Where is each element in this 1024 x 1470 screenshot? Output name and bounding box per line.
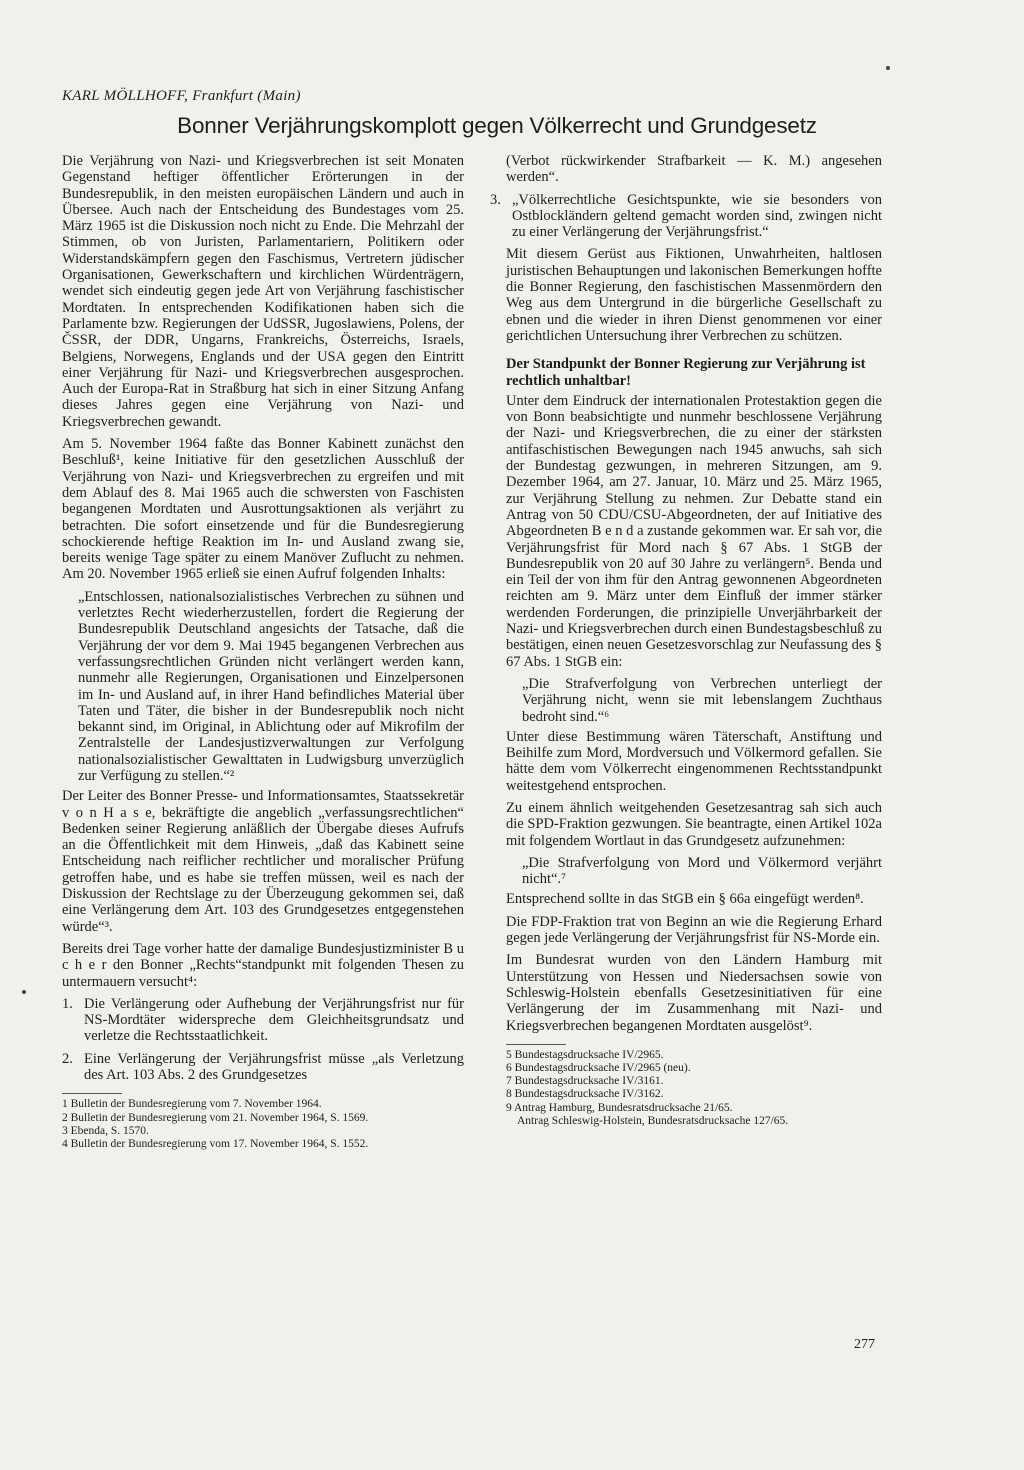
paragraph: Entsprechend sollte in das StGB ein § 66a eingefügt werden⁸. — [506, 891, 864, 908]
list-item — [62, 1051, 464, 1084]
paragraph: Unter diese Bestimmung wären Täterschaft, Anstiftung und Beihilfe zum Mord, Mordversuch und Völkermord gefallen. Sie hätte dem vom Völkerrecht eingenommenen Rechtsstandpunkt weitestgehend entsprochen. — [506, 728, 882, 794]
footnote-divider — [62, 1093, 122, 1094]
paragraph: Die FDP-Fraktion trat von Beginn an wie die Regierung Erhard gegen jede Verlängerung der Verjährungsfrist für NS-Morde ein. — [506, 913, 882, 947]
page-number: 277 — [854, 1337, 875, 1352]
margin-speck — [22, 990, 26, 994]
margin-speck — [886, 66, 890, 70]
paragraph: Der Leiter des Bonner Presse- und Informationsamtes, Staatssekretär v o n H a s e, bekräftigte die angeblich „verfassungsrechtlichen“ Bedenken seiner Regierung anläßlich der Übergabe dieses Aufrufs an die Öffentlichkeit mit dem Hinweis, „daß das Kabinett seine Entscheidung nach reiflicher rechtlicher und moralischer Prüfung getroffen habe, und es habe sie treffen müssen, weil es nach der Diskussion der Rechtslage zu der Überzeugung gekommen sei, daß eine Verlängerung dem Art. 103 des Grundgesetzes entgegenstehen würde“³. — [62, 788, 464, 935]
footnote: 8 Bundestagsdrucksache IV/3162. — [506, 1088, 664, 1101]
paragraph: Unter dem Eindruck der internationalen Protestaktion gegen die von Bonn beabsichtigte und nunmehr beschlossene Verjährung der Nazi- und Kriegsverbrechen, die zu einer der stärksten antifaschistischen Bewegungen nach 1945 anwuchs, sah sich der Bundestag gezwungen, in mehreren Sitzungen, am 9. Dezember 1964, am 27. Januar, 10. März und 25. März 1965, zur Verjährung Stellung zu nehmen. Zur Debatte stand ein Antrag von 50 CDU/CSU-Abgeordneten, der auf Initiative des Abgeordneten B e n d a zustande gekommen war. Er sah vor, die Verjährungsfrist für Mord nach § 67 Abs. 1 StGB der Bundesrepublik von 20 auf 30 Jahre zu verlängern⁵. Benda und ein Teil der von ihm für den Antrag gewonnenen Abgeordneten reichten am 9. März unter dem Einfluß der immer stärker werdenden Forderungen, die prinzipielle Unverjährbarkeit der Nazi- und Kriegsverbrechen durch einen Bundestagsbeschluß zu bestätigen, einen neuen Gesetzesvorschlag zur Neufassung des § 67 Abs. 1 StGB ein: — [506, 392, 882, 670]
paragraph: Bereits drei Tage vorher hatte der damalige Bundesjustizminister B u c h e r den Bonner „Rechts“standpunkt mit folgenden Thesen zu untermauern versucht⁴: — [62, 940, 464, 990]
paragraph: Im Bundesrat wurden von den Ländern Hamburg mit Unterstützung von Hessen und Niedersachsen sowie von Schleswig-Holstein ebenfalls Gesetzesinitiativen für eine Verlängerung der im Zusammenhang mit Nazi- und Kriegsverbrechen begangenen Mordtaten ausgelöst⁹. — [506, 952, 882, 1034]
footnote: 5 Bundestagsdrucksache IV/2965. — [506, 1048, 664, 1061]
block-quote: „Die Strafverfolgung von Verbrechen unterliegt der Verjährung nicht, wenn sie mit lebenslangem Zuchthaus bedroht sind.“⁶ — [522, 675, 882, 725]
footnote-divider — [506, 1044, 566, 1045]
author-line: KARL MÖLLHOFF, Frankfurt (Main) — [62, 88, 301, 104]
paragraph: Am 5. November 1964 faßte das Bonner Kabinett zunächst den Beschluß¹, keine Initiative für den gesetzlichen Ausschluß der Verjährung von Nazi- und Kriegsverbrechen zu ergreifen und mit dem Ablauf des 8. Mai 1965 auch die schwersten von Faschisten begangenen Mordtaten und Ausrottungsaktionen als verjährt zu betrachten. Die sofort einsetzende und für die Bundesregierung schockierende heftige Reaktion im In- und Ausland zwang sie, bereits wenige Tage später zu einem Manöver Zuflucht zu nehmen. Am 20. November 1965 erließ sie einen Aufruf folgenden Inhalts: — [62, 436, 464, 583]
right-column — [490, 153, 882, 1128]
footnote: 2 Bulletin der Bundesregierung vom 21. November 1964, S. 1569. — [62, 1111, 369, 1124]
list-item — [490, 191, 882, 241]
block-quote: „Entschlossen, nationalsozialistisches Verbrechen zu sühnen und verletztes Recht wiederherzustellen, fordert die Regierung der Bundesrepublik Deutschland angesichts der Tatsache, daß die Verjährung der vor dem 9. Mai 1945 begangenen Verbrechen aus verfassungsrechtlichen Gründen nicht verlängert werden kann, nunmehr alle Regierungen, Organisationen und Einzelpersonen im In- und Ausland auf, in ihrer Hand befindliches Material über Taten und Täter, die bisher in der Bundesrepublik noch nicht bekannt sind, im Original, in Ablichtung oder auf Mikrofilm der Zentralstelle der Landesjustizverwaltungen zur Verfolgung nationalsozialistischer Gewalttaten in Ludwigsburg unverzüglich zur Verfügung zu stellen.“² — [78, 588, 464, 784]
paragraph: Die Verjährung von Nazi- und Kriegsverbrechen ist seit Monaten Gegenstand heftiger öffentlicher Erörterungen in der Bundesrepublik, in den meisten europäischen Ländern und auch in Übersee. Auch nach der Entscheidung des Bundestages vom 25. März 1965 ist die Diskussion noch nicht zu Ende. Die Mehrzahl der Stimmen, ob von Juristen, Parlamentariern, Politikern oder Widerstandskämpfern gegen den Faschismus, Vertretern jüdischer Organisationen, Gewerkschaftern und kirchlichen Würdenträgern, wendet sich eindeutig gegen jede Art von Verjährung faschistischer Mordtaten. In entsprechenden Kodifikationen haben sich die Parlamente bzw. Regierungen der UdSSR, Jugoslawiens, Polens, der ČSSR, der DDR, Ungarns, Frankreichs, Österreichs, Israels, Belgiens, Norwegens, Englands und der USA gegen den Eintritt einer Verjährung für Nazi- und Kriegsverbrechen ausgesprochen. Auch der Europa-Rat in Straßburg hat sich in einer Sitzung Anfang dieses Jahres gegen eine Verjährung von Nazi- und Kriegsverbrechen gewandt. — [62, 153, 464, 430]
paragraph: Zu einem ähnlich weitgehenden Gesetzesantrag sah sich auch die SPD-Fraktion gezwungen. Sie beantragte, einen Artikel 102a mit folgendem Wortlaut in das Grundgesetz aufzunehmen: — [506, 799, 882, 849]
footnote: 7 Bundestagsdrucksache IV/3161. — [506, 1075, 664, 1088]
left-column — [62, 153, 464, 1151]
paragraph: Mit diesem Gerüst aus Fiktionen, Unwahrheiten, haltlosen juristischen Behauptungen und lakonischen Bemerkungen hoffte die Bonner Regierung, den faschistischen Massenmördern den Weg aus dem Untergrund in die bürgerliche Gesellschaft zu ebnen und die wieder in ihren Dienst genommenen vor einer gerichtlichen Untersuchung ihrer Verbrechen zu schützen. — [506, 246, 882, 344]
footnote: 3 Ebenda, S. 1570. — [62, 1124, 149, 1137]
list-number: 1. — [62, 995, 73, 1012]
list-number: 3. — [490, 191, 501, 208]
paragraph: (Verbot rückwirkender Strafbarkeit — K. M.) angesehen werden“. — [506, 153, 882, 186]
list-number: 2. — [62, 1050, 73, 1067]
footnote: 9 Antrag Hamburg, Bundesratsdrucksache 21/65. — [506, 1101, 733, 1114]
footnote: 1 Bulletin der Bundesregierung vom 7. November 1964. — [62, 1098, 322, 1111]
section-heading: Der Standpunkt der Bonner Regierung zur Verjährung ist rechtlich unhaltbar! — [506, 356, 866, 389]
footnote: Antrag Schleswig-Holstein, Bundesratsdrucksache 127/65. — [517, 1114, 789, 1127]
list-text: „Völkerrechtliche Gesichtspunkte, wie sie besonders von Ostblockländern geltend gemacht worden sind, zwingen nicht zu einer Verlängerung der Verjährungsfrist.“ — [512, 191, 882, 241]
list-item — [62, 996, 464, 1045]
footnote: 6 Bundestagsdrucksache IV/2965 (neu). — [506, 1062, 691, 1075]
footnote: 4 Bulletin der Bundesregierung vom 17. November 1964, S. 1552. — [62, 1137, 369, 1150]
list-text: Eine Verlängerung der Verjährungsfrist müsse „als Verletzung des Art. 103 Abs. 2 des Grundgesetzes — [84, 1050, 464, 1084]
list-text: Die Verlängerung oder Aufhebung der Verjährungsfrist nur für NS-Mordtäter widerspreche dem Gleichheitsgrundsatz und verletze die Rechtsstaatlichkeit. — [84, 995, 464, 1045]
article-title: Bonner Verjährungskomplott gegen Völkerrecht und Grundgesetz — [177, 113, 817, 138]
block-quote: „Die Strafverfolgung von Mord und Völkermord verjährt nicht“.⁷ — [522, 854, 882, 888]
